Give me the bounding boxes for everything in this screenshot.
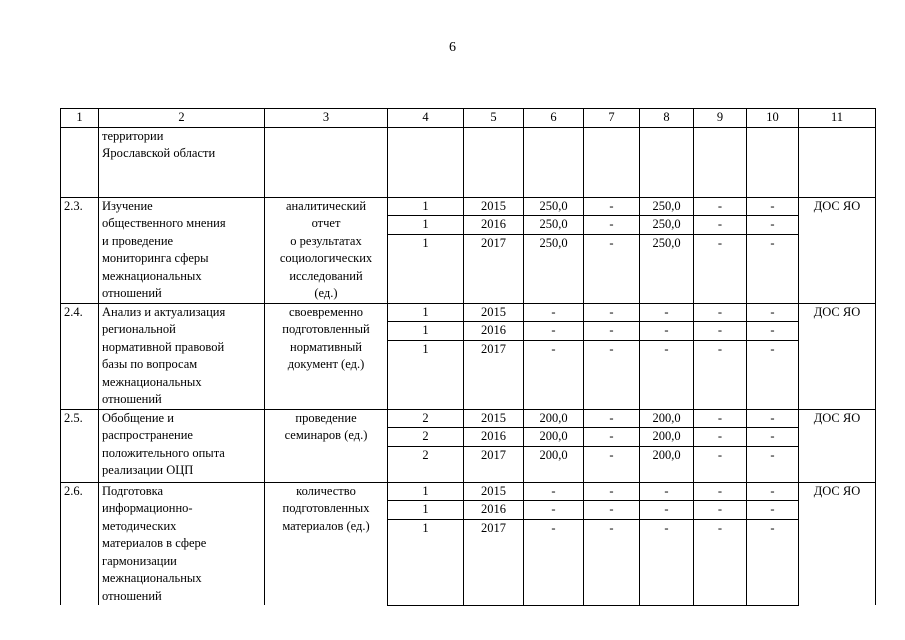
- value-cell: -: [640, 340, 694, 409]
- value-cell: -: [640, 322, 694, 341]
- indicator-line: исследований: [289, 268, 363, 283]
- value-cell: 2016: [464, 501, 524, 520]
- value-cell: [640, 127, 694, 197]
- value-cell: -: [584, 501, 640, 520]
- value-cell: 250,0: [524, 234, 584, 303]
- value-cell: 2015: [464, 409, 524, 428]
- value-cell: 1: [388, 519, 464, 605]
- value-cell: 2: [388, 428, 464, 447]
- item-name-line: Анализ и актуализация: [102, 304, 226, 319]
- item-number-cell: 2.5.: [61, 409, 99, 482]
- item-name-cell: [99, 409, 265, 482]
- value-cell: -: [747, 322, 799, 341]
- value-cell: -: [694, 303, 747, 322]
- item-name-line: мониторинга сферы: [102, 251, 209, 265]
- value-cell: [747, 127, 799, 197]
- item-name-line: территории: [102, 128, 164, 143]
- value-cell: 250,0: [640, 234, 694, 303]
- value-cell: [388, 127, 464, 197]
- header-cell: 1: [61, 109, 99, 128]
- value-cell: -: [747, 216, 799, 235]
- value-cell: 200,0: [524, 409, 584, 428]
- indicator-cell: [265, 409, 388, 482]
- item-name-line: межнациональных: [102, 374, 202, 389]
- value-cell: 1: [388, 340, 464, 409]
- value-cell: 2: [388, 409, 464, 428]
- value-cell: 2: [388, 446, 464, 482]
- value-cell: -: [694, 519, 747, 605]
- indicator-cell: [265, 127, 388, 197]
- table-row: [61, 409, 876, 428]
- value-cell: -: [584, 234, 640, 303]
- item-name-cell: [99, 197, 265, 303]
- header-cell: 6: [524, 109, 584, 128]
- indicator-cell: [265, 482, 388, 605]
- value-cell: 250,0: [640, 197, 694, 216]
- value-cell: [524, 127, 584, 197]
- value-cell: -: [524, 322, 584, 341]
- indicator-line: материалов (ед.): [282, 518, 370, 533]
- value-cell: 1: [388, 501, 464, 520]
- page-number: 6: [449, 40, 456, 55]
- item-number-cell: 2.4.: [61, 303, 99, 409]
- value-cell: [584, 127, 640, 197]
- header-cell: 5: [464, 109, 524, 128]
- value-cell: -: [694, 501, 747, 520]
- item-number-cell: [61, 127, 99, 197]
- indicator-line: (ед.): [314, 286, 338, 300]
- item-name-line: отношений: [102, 286, 162, 300]
- value-cell: 2015: [464, 482, 524, 501]
- value-cell: 2015: [464, 197, 524, 216]
- indicator-line: семинаров (ед.): [284, 428, 368, 442]
- value-cell: 1: [388, 216, 464, 235]
- value-cell: -: [584, 340, 640, 409]
- value-cell: 250,0: [524, 216, 584, 235]
- value-cell: -: [747, 519, 799, 605]
- value-cell: [694, 127, 747, 197]
- item-number-cell: 2.6.: [61, 482, 99, 605]
- value-cell: -: [640, 482, 694, 501]
- item-name-line: базы по вопросам: [102, 357, 198, 371]
- indicator-line: количество: [296, 483, 356, 498]
- value-cell: -: [584, 446, 640, 482]
- item-name-line: методических: [102, 518, 177, 533]
- indicator-line: документ (ед.): [287, 357, 365, 371]
- value-cell: -: [747, 197, 799, 216]
- value-cell: 1: [388, 234, 464, 303]
- item-name-cell: [99, 482, 265, 605]
- item-name-line: Обобщение и: [102, 410, 174, 425]
- value-cell: -: [524, 303, 584, 322]
- value-cell: -: [694, 428, 747, 447]
- item-name-cell: [99, 127, 265, 197]
- value-cell: -: [747, 340, 799, 409]
- value-cell: 1: [388, 322, 464, 341]
- value-cell: -: [584, 519, 640, 605]
- value-cell: 2017: [464, 234, 524, 303]
- value-cell: -: [747, 234, 799, 303]
- item-name-line: информационно-: [102, 501, 193, 515]
- value-cell: -: [694, 216, 747, 235]
- item-name-cell: [99, 303, 265, 409]
- header-cell: 3: [265, 109, 388, 128]
- item-name-line: нормативной правовой: [102, 339, 225, 354]
- value-cell: -: [584, 303, 640, 322]
- value-cell: -: [584, 428, 640, 447]
- indicator-cell: [265, 197, 388, 303]
- value-cell: 250,0: [640, 216, 694, 235]
- value-cell: -: [747, 409, 799, 428]
- program-table: [60, 108, 876, 606]
- item-name-line: региональной: [102, 322, 176, 336]
- indicator-line: своевременно: [288, 304, 364, 319]
- value-cell: 200,0: [524, 446, 584, 482]
- value-cell: 1: [388, 482, 464, 501]
- value-cell: 2016: [464, 322, 524, 341]
- executor-cell: ДОС ЯО: [799, 303, 876, 409]
- item-name-line: отношений: [102, 588, 162, 603]
- indicator-line: социологических: [279, 251, 373, 265]
- executor-cell: ДОС ЯО: [799, 482, 876, 605]
- value-cell: 2017: [464, 446, 524, 482]
- value-cell: 200,0: [524, 428, 584, 447]
- value-cell: 2017: [464, 519, 524, 605]
- item-name-line: Подготовка: [102, 483, 164, 498]
- table-row: [61, 197, 876, 216]
- value-cell: -: [694, 340, 747, 409]
- indicator-line: аналитический: [285, 198, 367, 213]
- value-cell: -: [524, 482, 584, 501]
- item-name-line: гармонизации: [102, 553, 177, 568]
- value-cell: 200,0: [640, 446, 694, 482]
- item-name-line: Ярославской области: [102, 146, 216, 160]
- header-cell: 2: [99, 109, 265, 128]
- item-name-line: межнациональных: [102, 268, 202, 283]
- value-cell: -: [694, 197, 747, 216]
- header-cell: 9: [694, 109, 747, 128]
- indicator-line: о результатах: [290, 233, 362, 248]
- executor-cell: ДОС ЯО: [799, 197, 876, 303]
- value-cell: -: [694, 446, 747, 482]
- item-name-line: общественного мнения: [102, 216, 226, 230]
- item-name-line: Изучение: [102, 198, 153, 213]
- item-name-line: и проведение: [102, 233, 174, 248]
- value-cell: -: [584, 322, 640, 341]
- value-cell: 200,0: [640, 428, 694, 447]
- indicator-line: проведение: [295, 410, 357, 425]
- value-cell: 1: [388, 197, 464, 216]
- value-cell: 2015: [464, 303, 524, 322]
- table-row: [61, 482, 876, 501]
- value-cell: -: [640, 303, 694, 322]
- value-cell: -: [694, 234, 747, 303]
- value-cell: -: [694, 482, 747, 501]
- header-row: [61, 109, 876, 128]
- value-cell: 200,0: [640, 409, 694, 428]
- item-name-line: реализации ОЦП: [102, 463, 194, 477]
- value-cell: [464, 127, 524, 197]
- indicator-line: нормативный: [290, 339, 362, 354]
- item-name-line: распространение: [102, 428, 193, 442]
- value-cell: -: [747, 501, 799, 520]
- value-cell: 2017: [464, 340, 524, 409]
- value-cell: -: [584, 482, 640, 501]
- table-row: [61, 303, 876, 322]
- indicator-cell: [265, 303, 388, 409]
- value-cell: -: [524, 501, 584, 520]
- value-cell: -: [694, 322, 747, 341]
- executor-cell: [799, 127, 876, 197]
- item-name-line: межнациональных: [102, 571, 202, 585]
- value-cell: -: [524, 340, 584, 409]
- indicator-line: подготовленный: [282, 322, 370, 336]
- value-cell: -: [584, 197, 640, 216]
- value-cell: -: [747, 446, 799, 482]
- value-cell: -: [747, 303, 799, 322]
- header-cell: 4: [388, 109, 464, 128]
- continuation-row: [61, 127, 876, 197]
- value-cell: 2016: [464, 428, 524, 447]
- value-cell: -: [640, 519, 694, 605]
- value-cell: -: [524, 519, 584, 605]
- value-cell: 250,0: [524, 197, 584, 216]
- header-cell: 10: [747, 109, 799, 128]
- value-cell: -: [747, 482, 799, 501]
- value-cell: 1: [388, 303, 464, 322]
- value-cell: 2016: [464, 216, 524, 235]
- value-cell: -: [694, 409, 747, 428]
- header-cell: 7: [584, 109, 640, 128]
- header-cell: 8: [640, 109, 694, 128]
- item-name-line: отношений: [102, 392, 162, 406]
- header-cell: 11: [799, 109, 876, 128]
- value-cell: -: [747, 428, 799, 447]
- executor-cell: ДОС ЯО: [799, 409, 876, 482]
- item-name-line: положительного опыта: [102, 445, 225, 460]
- value-cell: -: [584, 216, 640, 235]
- value-cell: -: [640, 501, 694, 520]
- item-name-line: материалов в сфере: [102, 536, 207, 550]
- value-cell: -: [584, 409, 640, 428]
- item-number-cell: 2.3.: [61, 197, 99, 303]
- indicator-line: подготовленных: [282, 501, 370, 515]
- indicator-line: отчет: [311, 216, 341, 230]
